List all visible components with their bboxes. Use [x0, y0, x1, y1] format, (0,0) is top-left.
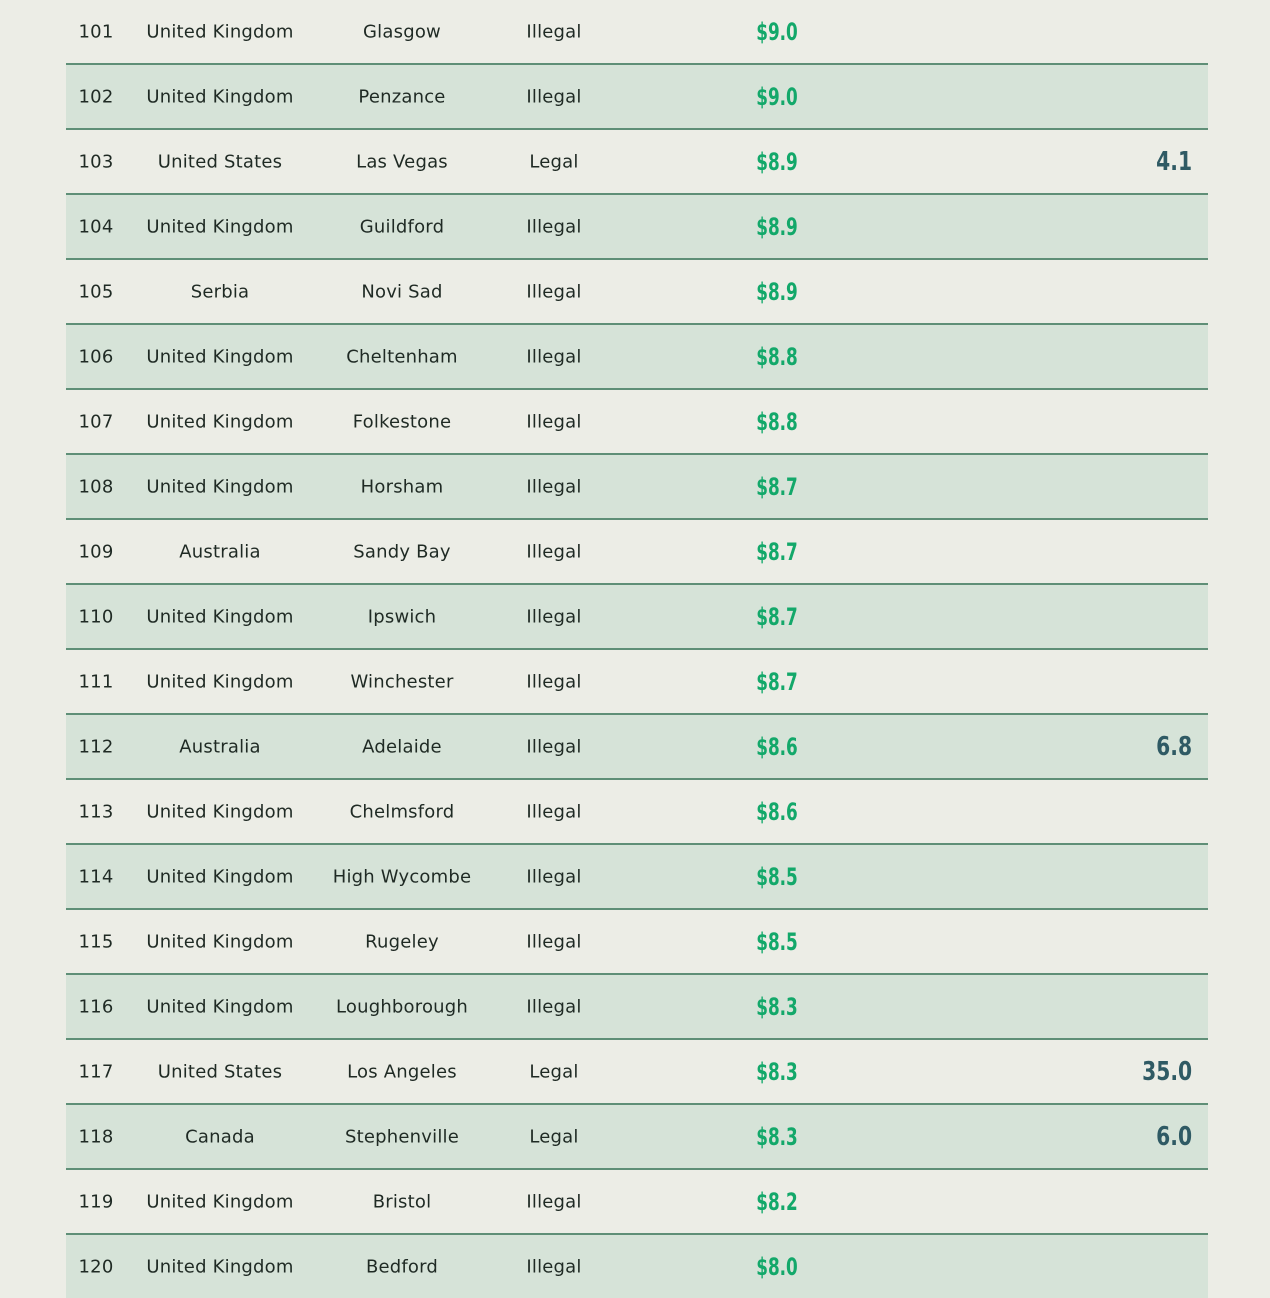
rank-cell: 111: [78, 671, 114, 692]
table-row: [66, 975, 1208, 1040]
city-cell: Stephenville: [344, 1126, 460, 1147]
city-cell: Bedford: [365, 1256, 439, 1277]
legal-status-cell: Illegal: [526, 736, 582, 757]
country-cell: United Kingdom: [146, 996, 294, 1017]
rank-cell: 109: [78, 541, 114, 562]
price-cell: $8.3: [756, 1122, 798, 1151]
price-cell: $8.6: [756, 732, 798, 761]
legal-status-cell: Illegal: [526, 86, 582, 107]
legal-status-cell: Illegal: [526, 996, 582, 1017]
rank-cell: 120: [78, 1256, 114, 1277]
price-cell: $9.0: [756, 82, 798, 111]
city-cell: Chelmsford: [349, 801, 455, 822]
extra-value-cell: 4.1: [1156, 146, 1192, 177]
table-row: [66, 1105, 1208, 1170]
table-row: [66, 650, 1208, 715]
country-cell: United Kingdom: [146, 606, 294, 627]
price-cell: $8.5: [756, 862, 798, 891]
city-cell: High Wycombe: [332, 866, 472, 887]
rank-cell: 119: [78, 1191, 114, 1212]
price-cell: $8.7: [756, 667, 798, 696]
table-row: [66, 1235, 1208, 1298]
price-cell: $8.9: [756, 147, 798, 176]
rank-cell: 112: [78, 736, 114, 757]
table-row: [66, 520, 1208, 585]
table-row: [66, 390, 1208, 455]
table-row: [66, 780, 1208, 845]
price-cell: $8.7: [756, 537, 798, 566]
price-cell: $8.3: [756, 1057, 798, 1086]
legal-status-cell: Illegal: [526, 801, 582, 822]
extra-value-cell: 35.0: [1141, 1056, 1192, 1087]
rank-cell: 113: [78, 801, 114, 822]
table-row: [66, 1170, 1208, 1235]
city-cell: Guildford: [359, 216, 445, 237]
rank-cell: 110: [78, 606, 114, 627]
city-cell: Horsham: [360, 476, 444, 497]
country-cell: Australia: [179, 736, 261, 757]
legal-status-cell: Legal: [529, 151, 579, 172]
table-row: [66, 1040, 1208, 1105]
price-cell: $8.2: [756, 1187, 798, 1216]
legal-status-cell: Illegal: [526, 606, 582, 627]
rank-cell: 116: [78, 996, 114, 1017]
rank-cell: 103: [78, 151, 114, 172]
country-cell: United States: [157, 1061, 283, 1082]
city-cell: Cheltenham: [346, 346, 458, 367]
country-cell: United Kingdom: [146, 1191, 294, 1212]
city-cell: Sandy Bay: [353, 541, 451, 562]
legal-status-cell: Illegal: [526, 931, 582, 952]
country-cell: United Kingdom: [146, 1256, 294, 1277]
country-cell: Australia: [179, 541, 261, 562]
legal-status-cell: Illegal: [526, 21, 582, 42]
price-cell: $8.5: [756, 927, 798, 956]
legal-status-cell: Illegal: [526, 866, 582, 887]
rank-cell: 114: [78, 866, 114, 887]
city-cell: Folkestone: [352, 411, 452, 432]
legal-status-cell: Illegal: [526, 476, 582, 497]
price-cell: $8.8: [756, 407, 798, 436]
country-cell: United Kingdom: [146, 931, 294, 952]
rank-cell: 107: [78, 411, 114, 432]
rank-cell: 118: [78, 1126, 114, 1147]
table-row: [66, 325, 1208, 390]
country-cell: United Kingdom: [146, 671, 294, 692]
city-cell: Winchester: [350, 671, 454, 692]
extra-value-cell: 6.8: [1156, 731, 1192, 762]
rank-cell: 105: [78, 281, 114, 302]
city-cell: Adelaide: [362, 736, 442, 757]
rank-cell: 102: [78, 86, 114, 107]
legal-status-cell: Legal: [529, 1126, 579, 1147]
table-row: [66, 715, 1208, 780]
rank-cell: 104: [78, 216, 114, 237]
rank-cell: 115: [78, 931, 114, 952]
city-cell: Rugeley: [365, 931, 439, 952]
legal-status-cell: Illegal: [526, 216, 582, 237]
legal-status-cell: Illegal: [526, 541, 582, 562]
country-cell: United Kingdom: [146, 21, 294, 42]
country-cell: United Kingdom: [146, 411, 294, 432]
table-row: [66, 0, 1208, 65]
price-cell: $8.7: [756, 602, 798, 631]
price-cell: $8.3: [756, 992, 798, 1021]
price-cell: $8.9: [756, 212, 798, 241]
table-row: [66, 65, 1208, 130]
price-cell: $8.0: [756, 1252, 798, 1281]
country-cell: United Kingdom: [146, 346, 294, 367]
city-cell: Penzance: [358, 86, 446, 107]
price-cell: $9.0: [756, 17, 798, 46]
country-cell: Serbia: [190, 281, 250, 302]
table-row: [66, 455, 1208, 520]
price-cell: $8.6: [756, 797, 798, 826]
city-cell: Bristol: [372, 1191, 432, 1212]
country-cell: United Kingdom: [146, 801, 294, 822]
legal-status-cell: Illegal: [526, 671, 582, 692]
legal-status-cell: Illegal: [526, 411, 582, 432]
country-cell: Canada: [185, 1126, 255, 1147]
legal-status-cell: Illegal: [526, 346, 582, 367]
city-cell: Los Angeles: [347, 1061, 457, 1082]
country-cell: United Kingdom: [146, 86, 294, 107]
table-row: [66, 585, 1208, 650]
price-cell: $8.8: [756, 342, 798, 371]
country-cell: United Kingdom: [146, 866, 294, 887]
table-row: [66, 910, 1208, 975]
rank-cell: 117: [78, 1061, 114, 1082]
rank-cell: 106: [78, 346, 114, 367]
country-cell: United Kingdom: [146, 216, 294, 237]
legal-status-cell: Illegal: [526, 281, 582, 302]
table-row: [66, 260, 1208, 325]
country-cell: United States: [157, 151, 283, 172]
country-cell: United Kingdom: [146, 476, 294, 497]
legal-status-cell: Legal: [529, 1061, 579, 1082]
legal-status-cell: Illegal: [526, 1191, 582, 1212]
price-cell: $8.7: [756, 472, 798, 501]
city-cell: Glasgow: [363, 21, 441, 42]
rank-cell: 108: [78, 476, 114, 497]
rank-cell: 101: [78, 21, 114, 42]
extra-value-cell: 6.0: [1156, 1121, 1192, 1152]
city-cell: Loughborough: [335, 996, 469, 1017]
data-table: [66, 0, 1208, 1298]
city-cell: Las Vegas: [356, 151, 448, 172]
table-row: [66, 130, 1208, 195]
table-row: [66, 195, 1208, 260]
city-cell: Ipswich: [367, 606, 437, 627]
table-row: [66, 845, 1208, 910]
price-cell: $8.9: [756, 277, 798, 306]
city-cell: Novi Sad: [361, 281, 443, 302]
legal-status-cell: Illegal: [526, 1256, 582, 1277]
